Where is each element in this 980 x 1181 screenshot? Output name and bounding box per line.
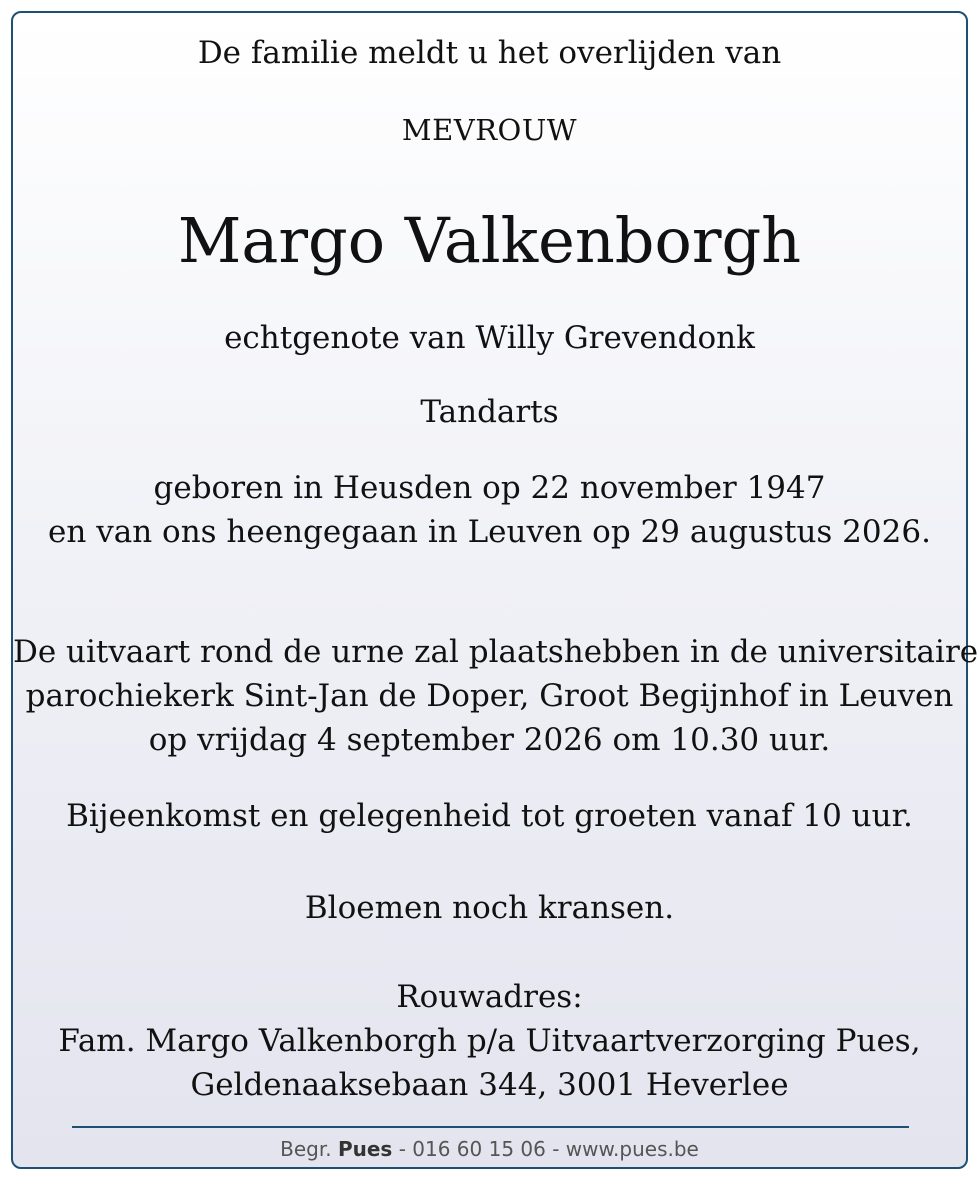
funeral-home-footer — [13, 1134, 966, 1164]
funeral-line: op vrijdag 4 september 2026 om 10.30 uur. — [148, 722, 831, 758]
deceased-name: Margo Valkenborgh — [177, 204, 802, 277]
funeral-home-name: Pues — [337, 1137, 393, 1161]
footer-prefix: Begr. — [280, 1137, 338, 1161]
funeral-line: parochiekerk Sint-Jan de Doper, Groot Begijnhof in Leuven — [25, 678, 954, 714]
gathering-line: Bijeenkomst en gelegenheid tot groeten vanaf 10 uur. — [66, 798, 913, 834]
flowers-line: Bloemen noch kransen. — [304, 890, 675, 926]
funeral-line: De uitvaart rond de urne zal plaatshebben in de universitaire — [13, 634, 979, 670]
death-line: en van ons heengegaan in Leuven op 29 augustus 2026. — [48, 514, 931, 550]
profession-line: Tandarts — [420, 394, 559, 430]
footer-contact: - 016 60 15 06 - www.pues.be — [392, 1137, 699, 1161]
address-line: Geldenaaksebaan 344, 3001 Heverlee — [190, 1067, 789, 1103]
birth-line: geboren in Heusden op 22 november 1947 — [153, 470, 826, 506]
address-line: Fam. Margo Valkenborgh p/a Uitvaartverzorging Pues, — [58, 1023, 921, 1059]
address-label: Rouwadres: — [396, 979, 583, 1015]
obituary-card — [11, 11, 979, 1169]
footer-divider — [72, 1126, 909, 1128]
intro-text: De familie meldt u het overlijden van — [197, 35, 782, 71]
spouse-line: echtgenote van Willy Grevendonk — [224, 320, 755, 356]
honorific-title: MEVROUW — [401, 113, 578, 147]
